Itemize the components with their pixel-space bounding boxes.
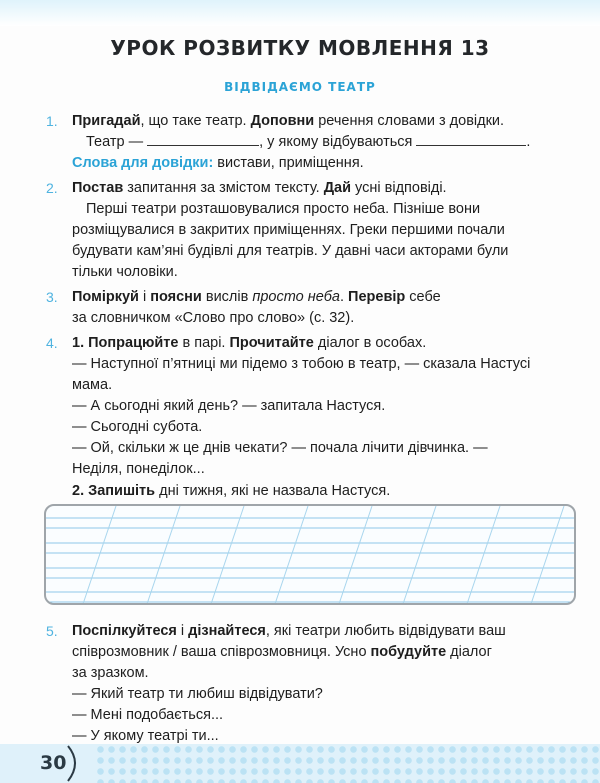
task-verb: Доповни — [250, 113, 315, 129]
task-text: діалог — [446, 644, 492, 660]
task-verb: 1. Попрацюйте — [72, 335, 179, 351]
task-text: діалог в особах. — [313, 335, 427, 351]
task-verb: Поміркуй — [72, 289, 139, 305]
bottom-decorative-band — [0, 744, 600, 783]
lesson-subtitle: ВІДВІДАЄМО ТЕАТР — [224, 80, 376, 94]
task-verb: Перевір — [348, 289, 406, 305]
task-verb: Постав — [72, 180, 124, 196]
dialog-line: — Наступної п’ятниці ми підемо з тобою в театр, — сказала Настусі — [72, 356, 531, 372]
task-verb: поясни — [150, 289, 202, 305]
task-text: , що таке театр. — [140, 113, 251, 129]
task-number: 3. — [46, 289, 58, 305]
reading-text-line: Перші театри розташовувалися просто неба. Пізніше вони — [86, 201, 481, 217]
task-text: речення словами з довідки. — [314, 113, 505, 129]
dialog-line: — А сьогодні який день? — запитала Настуся. — [72, 398, 386, 414]
task-text: запитання за змістом тексту. — [123, 180, 324, 196]
task-text: дні тижня, які не назвала Настуся. — [155, 483, 391, 499]
dialog-line: — Ой, скільки ж це днів чекати? — почала лічити дівчинка. — — [72, 440, 488, 456]
task-verb: дізнайтеся — [188, 623, 266, 639]
task-verb: Пригадай — [72, 113, 141, 129]
task-number: 2. — [46, 180, 58, 196]
reading-text-line: будувати кам’яні будівлі для театрів. У давні часи акторами були — [72, 243, 509, 259]
task-4-part-2 — [72, 481, 390, 501]
task-5-instruction-end: за зразком. — [72, 665, 149, 681]
task-text: вислів — [201, 289, 253, 305]
dialog-line: — Мені подобається... — [72, 707, 224, 723]
ruled-lines — [46, 506, 576, 605]
task-text: усні відповіді. — [351, 180, 447, 196]
task-5-instruction — [72, 621, 506, 641]
task-text: в парі. — [178, 335, 230, 351]
dialog-line: — Сьогодні субота. — [72, 419, 203, 435]
task-text: себе — [405, 289, 441, 305]
dialog-line: мама. — [72, 377, 113, 393]
task-5-instruction-cont — [72, 642, 492, 662]
answer-blank[interactable] — [147, 134, 259, 146]
task-verb: Дай — [323, 180, 352, 196]
idiom: просто неба — [252, 289, 340, 305]
task-text: співрозмовник / ваша співрозмовниця. Усно — [72, 644, 371, 660]
task-4-instruction — [72, 333, 426, 353]
top-decorative-band — [0, 0, 600, 26]
reading-text-line: розміщувалися в закритих приміщеннях. Греки першими почали — [72, 222, 505, 238]
handwriting-area[interactable] — [44, 504, 576, 605]
task-text: . — [526, 134, 531, 150]
task-text: і — [138, 289, 151, 305]
task-text: , у якому відбуваються — [259, 134, 417, 150]
task-1-sentence — [86, 132, 530, 152]
dialog-line: — Який театр ти любиш відвідувати? — [72, 686, 323, 702]
dot-pattern — [95, 744, 600, 783]
reading-text-line: тільки чоловіки. — [72, 264, 178, 280]
task-1-hint — [72, 153, 364, 173]
task-text: і — [176, 623, 189, 639]
task-text: , які театри любить відвідувати ваш — [265, 623, 506, 639]
task-verb: 2. Запишіть — [72, 483, 156, 499]
task-3-instruction — [72, 287, 441, 307]
task-2-instruction — [72, 178, 447, 198]
hint-words: вистави, приміщення. — [213, 155, 364, 171]
task-text: . — [339, 289, 349, 305]
task-verb: побудуйте — [370, 644, 447, 660]
task-number: 1. — [46, 113, 58, 129]
page-number: 30 — [40, 752, 67, 774]
task-verb: Прочитайте — [229, 335, 314, 351]
task-number: 4. — [46, 335, 58, 351]
lesson-title: УРОК РОЗВИТКУ МОВЛЕННЯ 13 — [110, 36, 490, 60]
answer-blank[interactable] — [416, 134, 526, 146]
task-1-instruction — [72, 111, 504, 131]
dialog-line: — У якому театрі ти... — [72, 728, 219, 744]
hint-label: Слова для довідки: — [72, 155, 214, 171]
task-number: 5. — [46, 623, 58, 639]
task-verb: Поспілкуйтеся — [72, 623, 177, 639]
task-3-reference: за словничком «Слово про слово» (с. 32). — [72, 310, 355, 326]
page-number-bracket — [64, 744, 90, 783]
dialog-line: Неділя, понеділок... — [72, 461, 205, 477]
task-text: Театр — — [86, 134, 148, 150]
